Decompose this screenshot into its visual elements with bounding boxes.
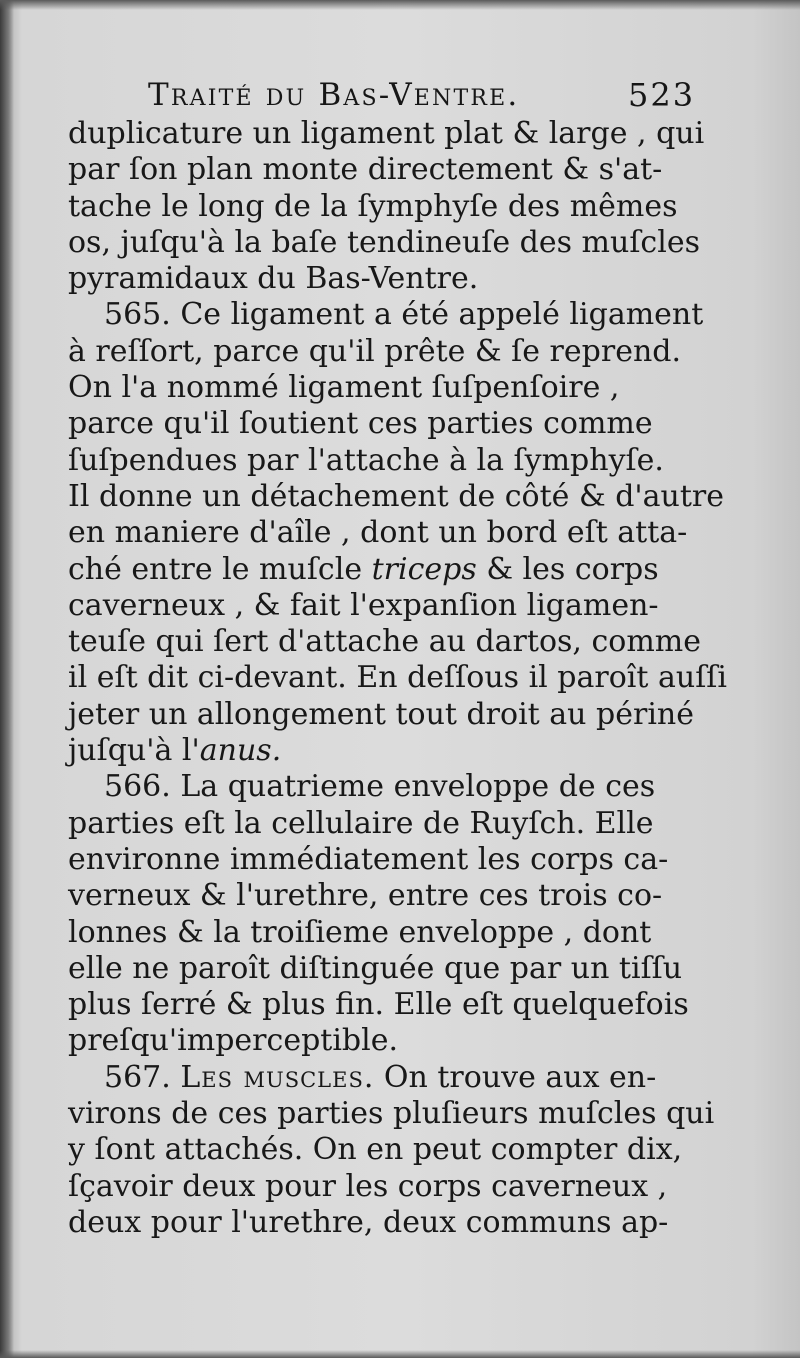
text-line: pyramidaux du Bas-Ventre.	[68, 261, 479, 297]
text-line: y ſont attachés. On en peut compter dix,	[68, 1132, 683, 1168]
text-line: plus ſerré & plus fin. Elle eſt quelquefois	[68, 987, 689, 1023]
text-line: virons de ces parties pluſieurs muſcles qui	[68, 1096, 715, 1132]
text-segment: ché entre le muſcle	[68, 551, 372, 587]
page-top-edge	[0, 0, 800, 10]
paragraph-number: 566.	[104, 769, 171, 805]
text-line: il eſt dit ci-devant. En deſſous il paroît auſſi	[68, 660, 727, 696]
paragraph-565-first-line	[68, 297, 790, 333]
text-line: en maniere d'aîle , dont un bord eſt atta-	[68, 515, 688, 551]
text-segment: juſqu'à l'	[68, 733, 200, 769]
text-line: elle ne paroît diſtinguée que par un tiſſu	[68, 950, 683, 986]
text-line-with-italic	[68, 733, 790, 769]
paragraph-566-first-line	[68, 769, 790, 805]
text-line: parce qu'il ſoutient ces parties comme	[68, 406, 653, 442]
page-header	[148, 72, 788, 118]
running-title: Traité du Bas-Ventre.	[148, 77, 520, 113]
text-line: à reſſort, parce qu'il prête & ſe reprend.	[68, 333, 682, 369]
page-number: 523	[628, 76, 696, 114]
text-line: caverneux , & fait l'expanſion ligamen-	[68, 587, 659, 623]
text-line-with-italic	[68, 552, 790, 588]
text-line: ſuſpendues par l'attache à la ſymphyſe.	[68, 442, 664, 478]
paragraph-number: 565.	[104, 297, 171, 333]
italic-term: anus.	[199, 733, 282, 769]
page-spine-shadow	[0, 0, 14, 1358]
text-line: parties eſt la cellulaire de Ruyſch. Elle	[68, 805, 654, 841]
text-segment: & les corps	[476, 551, 659, 587]
section-heading: Les muscles.	[180, 1059, 375, 1095]
text-line: tache le long de la ſymphyſe des mêmes	[68, 188, 678, 224]
body-text	[68, 116, 790, 1241]
text-line: Il donne un détachement de côté & d'autre	[68, 478, 725, 514]
text-segment: La quatrieme enveloppe de ces	[180, 769, 656, 805]
text-segment: On trouve aux en-	[374, 1059, 657, 1095]
text-line: verneux & l'urethre, entre ces trois co-	[68, 878, 663, 914]
italic-term: triceps	[371, 551, 477, 587]
text-line: On l'a nommé ligament ſuſpenſoire ,	[68, 370, 620, 406]
page-bottom-edge	[0, 1350, 800, 1358]
text-segment: Ce ligament a été appelé ligament	[180, 297, 704, 333]
paragraph-number: 567.	[104, 1059, 171, 1095]
text-line: teuſe qui ſert d'attache au dartos, comme	[68, 624, 701, 660]
text-line: preſqu'imperceptible.	[68, 1023, 399, 1059]
text-line: environne immédiatement les corps ca-	[68, 841, 669, 877]
text-line: duplicature un ligament plat & large , qui	[68, 116, 705, 151]
text-line: deux pour l'urethre, deux communs ap-	[68, 1204, 669, 1240]
paragraph-567-first-line	[68, 1060, 790, 1096]
text-line: ſçavoir deux pour les corps caverneux ,	[68, 1168, 668, 1204]
text-line: lonnes & la troiſieme enveloppe , dont	[68, 914, 652, 950]
text-line: os, juſqu'à la baſe tendineuſe des muſcles	[68, 224, 700, 260]
text-line: par ſon plan monte directement & s'at-	[68, 152, 663, 188]
text-line: jeter un allongement tout droit au périné	[68, 696, 694, 732]
